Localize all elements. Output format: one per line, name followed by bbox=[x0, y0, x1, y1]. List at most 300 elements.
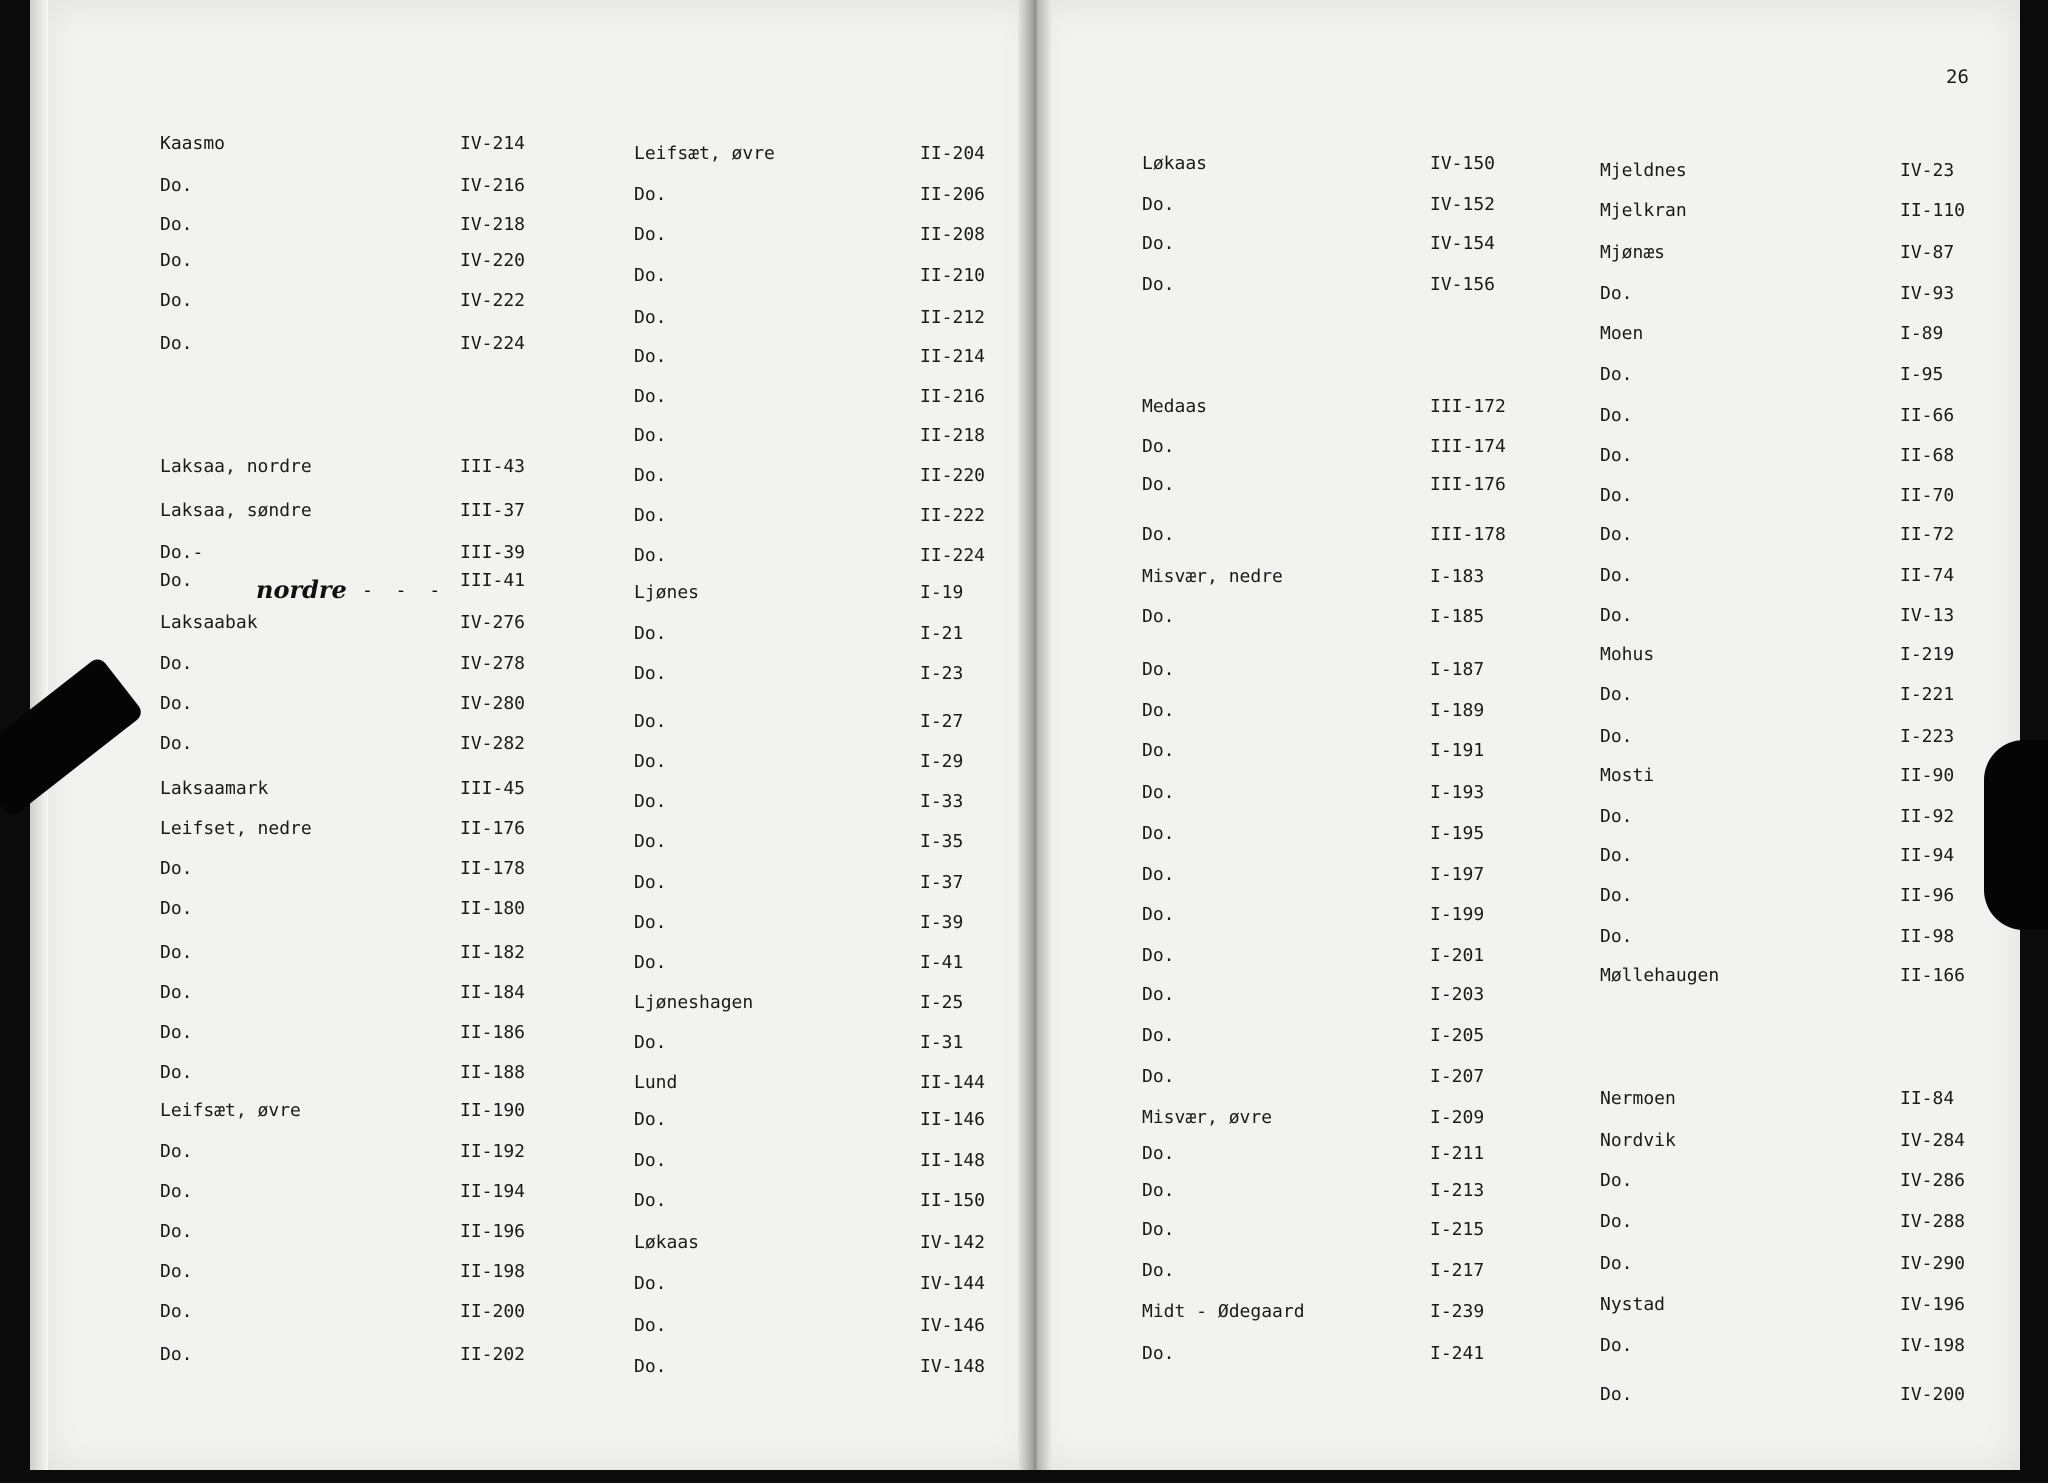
entry-name: Do. bbox=[1600, 1335, 1633, 1356]
entry-name: Mosti bbox=[1600, 765, 1655, 786]
entry-name: Do. bbox=[1600, 485, 1633, 506]
index-entry bbox=[634, 423, 1010, 449]
index-entry bbox=[160, 1020, 550, 1046]
entry-name: Do. bbox=[160, 1141, 193, 1162]
entry-reference: III-37 bbox=[460, 500, 526, 521]
entry-name: Do. bbox=[1142, 864, 1175, 885]
entry-name: Do. bbox=[160, 858, 193, 879]
entry-name: Leifset, nedre bbox=[160, 818, 312, 839]
entry-name: Do. bbox=[1600, 445, 1633, 466]
entry-name: Do. bbox=[634, 465, 667, 486]
index-entry bbox=[634, 580, 1010, 606]
index-entry bbox=[1600, 522, 1990, 548]
entry-reference: II-94 bbox=[1900, 845, 1955, 866]
index-entry bbox=[160, 173, 550, 199]
entry-name: Do. bbox=[634, 545, 667, 566]
index-entry bbox=[1142, 192, 1520, 218]
entry-reference: III-178 bbox=[1430, 524, 1506, 545]
index-entry bbox=[634, 503, 1010, 529]
entry-name: Do. bbox=[1142, 233, 1175, 254]
index-entry bbox=[1142, 604, 1520, 630]
index-entry bbox=[160, 498, 550, 524]
entry-reference: I-207 bbox=[1430, 1066, 1485, 1087]
entry-reference: II-92 bbox=[1900, 806, 1955, 827]
entry-name: Laksaa, nordre bbox=[160, 456, 312, 477]
entry-name: Do. bbox=[1142, 1143, 1175, 1164]
entry-name: Do. bbox=[1142, 1180, 1175, 1201]
index-entry bbox=[160, 568, 550, 594]
entry-name: Do. bbox=[1600, 1211, 1633, 1232]
entry-reference: II-144 bbox=[920, 1072, 986, 1093]
index-entry bbox=[160, 940, 550, 966]
entry-reference: I-195 bbox=[1430, 823, 1485, 844]
index-entry bbox=[160, 731, 550, 757]
index-entry bbox=[634, 1313, 1010, 1339]
page-number: 26 bbox=[1946, 66, 1969, 88]
entry-reference: III-39 bbox=[460, 542, 526, 563]
entry-name: Do. bbox=[160, 693, 193, 714]
entry-reference: I-205 bbox=[1430, 1025, 1485, 1046]
index-entry bbox=[160, 896, 550, 922]
entry-reference: I-41 bbox=[920, 952, 964, 973]
entry-name: Ljønes bbox=[634, 582, 700, 603]
entry-name: Do. bbox=[1142, 274, 1175, 295]
entry-reference: II-90 bbox=[1900, 765, 1955, 786]
index-entry bbox=[160, 288, 550, 314]
entry-reference: I-29 bbox=[920, 751, 964, 772]
index-entry bbox=[634, 1030, 1010, 1056]
index-entry bbox=[1600, 1251, 1990, 1277]
entry-reference: IV-288 bbox=[1900, 1211, 1966, 1232]
entry-name: Do. bbox=[160, 1221, 193, 1242]
entry-name: Do. bbox=[1142, 1066, 1175, 1087]
entry-reference: II-186 bbox=[460, 1022, 526, 1043]
entry-reference: IV-278 bbox=[460, 653, 526, 674]
entry-reference: I-213 bbox=[1430, 1180, 1485, 1201]
entry-reference: I-183 bbox=[1430, 566, 1485, 587]
entry-reference: II-70 bbox=[1900, 485, 1955, 506]
entry-name: Løkaas bbox=[634, 1232, 700, 1253]
index-entry bbox=[1142, 231, 1520, 257]
index-entry bbox=[634, 870, 1010, 896]
entry-name: Do. bbox=[160, 982, 193, 1003]
entry-name: Do. bbox=[634, 751, 667, 772]
entry-reference: II-202 bbox=[460, 1344, 526, 1365]
entry-reference: I-219 bbox=[1900, 644, 1955, 665]
index-entry bbox=[634, 222, 1010, 248]
index-entry bbox=[1142, 780, 1520, 806]
index-entry bbox=[1142, 564, 1520, 590]
entry-reference: IV-196 bbox=[1900, 1294, 1966, 1315]
index-entry bbox=[1142, 1217, 1520, 1243]
entry-name: Do. bbox=[1142, 700, 1175, 721]
entry-reference: I-95 bbox=[1900, 364, 1944, 385]
entry-reference: III-174 bbox=[1430, 436, 1506, 457]
entry-reference: IV-150 bbox=[1430, 153, 1496, 174]
index-entry bbox=[1600, 924, 1990, 950]
entry-reference: IV-198 bbox=[1900, 1335, 1966, 1356]
entry-reference: II-182 bbox=[460, 942, 526, 963]
index-entry bbox=[634, 463, 1010, 489]
index-entry bbox=[634, 749, 1010, 775]
index-entry bbox=[634, 910, 1010, 936]
entry-reference: II-190 bbox=[460, 1100, 526, 1121]
entry-name: Do. bbox=[160, 1301, 193, 1322]
entry-name: Do. bbox=[160, 250, 193, 271]
entry-reference: IV-276 bbox=[460, 612, 526, 633]
index-entry bbox=[1600, 804, 1990, 830]
entry-reference: I-197 bbox=[1430, 864, 1485, 885]
entry-name: Do. bbox=[634, 912, 667, 933]
entry-reference: II-176 bbox=[460, 818, 526, 839]
index-entry bbox=[160, 1299, 550, 1325]
entry-name: Do. bbox=[1600, 405, 1633, 426]
entry-reference: II-188 bbox=[460, 1062, 526, 1083]
entry-name: Do. bbox=[634, 623, 667, 644]
index-entry bbox=[1142, 1064, 1520, 1090]
entry-name: Do. bbox=[634, 1109, 667, 1130]
entry-reference: II-166 bbox=[1900, 965, 1966, 986]
index-entry bbox=[634, 709, 1010, 735]
annotation-dashes: - - - bbox=[362, 580, 447, 601]
entry-reference: II-216 bbox=[920, 386, 986, 407]
index-entry bbox=[1600, 1128, 1990, 1154]
entry-name: Nermoen bbox=[1600, 1088, 1676, 1109]
entry-name: Do. bbox=[1142, 194, 1175, 215]
entry-name: Laksaamark bbox=[160, 778, 269, 799]
entry-name: Do. bbox=[1600, 565, 1633, 586]
index-entry bbox=[1142, 657, 1520, 683]
index-entry bbox=[160, 1219, 550, 1245]
index-entry bbox=[1600, 724, 1990, 750]
entry-name: Leifsæt, øvre bbox=[634, 143, 775, 164]
entry-reference: II-84 bbox=[1900, 1088, 1955, 1109]
entry-name: Do. bbox=[1600, 885, 1633, 906]
entry-name: Do. bbox=[634, 711, 667, 732]
index-entry bbox=[1600, 240, 1990, 266]
entry-reference: II-98 bbox=[1900, 926, 1955, 947]
index-entry bbox=[160, 1259, 550, 1285]
index-entry bbox=[634, 1354, 1010, 1380]
index-entry bbox=[1142, 522, 1520, 548]
entry-name: Leifsæt, øvre bbox=[160, 1100, 301, 1121]
entry-name: Do. bbox=[1142, 1219, 1175, 1240]
entry-reference: II-68 bbox=[1900, 445, 1955, 466]
entry-reference: IV-284 bbox=[1900, 1130, 1966, 1151]
entry-reference: II-96 bbox=[1900, 885, 1955, 906]
entry-reference: IV-23 bbox=[1900, 160, 1955, 181]
index-entry bbox=[634, 621, 1010, 647]
index-entry bbox=[1142, 394, 1520, 420]
entry-name: Midt - Ødegaard bbox=[1142, 1301, 1305, 1322]
index-entry bbox=[1600, 1209, 1990, 1235]
entry-name: Do. bbox=[160, 290, 193, 311]
entry-name: Do. bbox=[634, 1150, 667, 1171]
book-gutter bbox=[1018, 0, 1052, 1470]
index-entry bbox=[1600, 1333, 1990, 1359]
entry-name: Laksaabak bbox=[160, 612, 258, 633]
entry-name: Do. bbox=[160, 333, 193, 354]
entry-reference: IV-13 bbox=[1900, 605, 1955, 626]
index-entry bbox=[1600, 763, 1990, 789]
entry-name: Do. bbox=[1142, 945, 1175, 966]
entry-reference: II-110 bbox=[1900, 200, 1966, 221]
index-entry bbox=[634, 1188, 1010, 1214]
entry-name: Do. bbox=[1600, 845, 1633, 866]
entry-name: Do. bbox=[1142, 740, 1175, 761]
index-entry bbox=[634, 789, 1010, 815]
entry-reference: I-241 bbox=[1430, 1343, 1485, 1364]
entry-reference: I-33 bbox=[920, 791, 964, 812]
entry-reference: IV-87 bbox=[1900, 242, 1955, 263]
index-entry bbox=[1142, 698, 1520, 724]
entry-reference: IV-142 bbox=[920, 1232, 986, 1253]
entry-name: Do. bbox=[1600, 926, 1633, 947]
index-entry bbox=[1600, 1168, 1990, 1194]
index-entry bbox=[634, 384, 1010, 410]
index-entry bbox=[1142, 738, 1520, 764]
index-entry bbox=[1600, 483, 1990, 509]
handwritten-annotation: nordre bbox=[256, 575, 347, 604]
entry-name: Mjønæs bbox=[1600, 242, 1666, 263]
entry-reference: III-172 bbox=[1430, 396, 1506, 417]
entry-name: Do. bbox=[634, 952, 667, 973]
entry-reference: I-21 bbox=[920, 623, 964, 644]
entry-reference: II-66 bbox=[1900, 405, 1955, 426]
entry-name: Do. bbox=[1142, 1025, 1175, 1046]
entry-name: Do. bbox=[634, 505, 667, 526]
index-entry bbox=[634, 661, 1010, 687]
index-entry bbox=[1142, 821, 1520, 847]
entry-reference: IV-282 bbox=[460, 733, 526, 754]
entry-reference: II-224 bbox=[920, 545, 986, 566]
entry-reference: IV-220 bbox=[460, 250, 526, 271]
index-entry bbox=[160, 1179, 550, 1205]
entry-name: Do. bbox=[1600, 684, 1633, 705]
entry-reference: I-39 bbox=[920, 912, 964, 933]
index-entry bbox=[160, 1098, 550, 1124]
entry-reference: I-187 bbox=[1430, 659, 1485, 680]
entry-reference: I-193 bbox=[1430, 782, 1485, 803]
index-entry bbox=[634, 829, 1010, 855]
index-entry bbox=[1142, 1341, 1520, 1367]
entry-reference: II-206 bbox=[920, 184, 986, 205]
index-entry bbox=[160, 131, 550, 157]
index-entry bbox=[1600, 321, 1990, 347]
index-entry bbox=[160, 610, 550, 636]
entry-reference: IV-148 bbox=[920, 1356, 986, 1377]
index-entry bbox=[1600, 1382, 1990, 1408]
entry-reference: III-45 bbox=[460, 778, 526, 799]
entry-reference: II-210 bbox=[920, 265, 986, 286]
entry-reference: I-223 bbox=[1900, 726, 1955, 747]
entry-name: Do. bbox=[634, 265, 667, 286]
index-entry bbox=[1600, 642, 1990, 668]
index-entry bbox=[1600, 883, 1990, 909]
entry-name: Do. bbox=[160, 653, 193, 674]
entry-name: Do. bbox=[160, 1062, 193, 1083]
entry-reference: IV-218 bbox=[460, 214, 526, 235]
index-entry bbox=[1142, 982, 1520, 1008]
index-entry bbox=[634, 1271, 1010, 1297]
entry-reference: I-191 bbox=[1430, 740, 1485, 761]
entry-name: Do. bbox=[1600, 1170, 1633, 1191]
entry-name: Do. bbox=[1142, 782, 1175, 803]
entry-name: Do. bbox=[160, 1261, 193, 1282]
entry-reference: II-74 bbox=[1900, 565, 1955, 586]
entry-name: Do. bbox=[1142, 436, 1175, 457]
entry-name: Moen bbox=[1600, 323, 1644, 344]
entry-reference: I-37 bbox=[920, 872, 964, 893]
entry-reference: I-203 bbox=[1430, 984, 1485, 1005]
index-entry bbox=[1142, 902, 1520, 928]
entry-reference: I-189 bbox=[1430, 700, 1485, 721]
entry-name: Do. bbox=[634, 831, 667, 852]
index-entry bbox=[1600, 963, 1990, 989]
entry-name: Nystad bbox=[1600, 1294, 1666, 1315]
entry-reference: IV-280 bbox=[460, 693, 526, 714]
entry-name: Do. bbox=[634, 1190, 667, 1211]
entry-reference: IV-154 bbox=[1430, 233, 1496, 254]
index-entry bbox=[160, 816, 550, 842]
index-entry bbox=[1600, 682, 1990, 708]
entry-name: Do. bbox=[634, 224, 667, 245]
entry-name: Do. bbox=[1142, 1343, 1175, 1364]
entry-reference: II-148 bbox=[920, 1150, 986, 1171]
entry-name: Do. bbox=[634, 791, 667, 812]
entry-reference: II-222 bbox=[920, 505, 986, 526]
index-entry bbox=[160, 776, 550, 802]
entry-name: Do.- bbox=[160, 542, 204, 563]
entry-reference: II-72 bbox=[1900, 524, 1955, 545]
entry-reference: II-198 bbox=[460, 1261, 526, 1282]
entry-reference: I-221 bbox=[1900, 684, 1955, 705]
entry-reference: IV-290 bbox=[1900, 1253, 1966, 1274]
entry-reference: II-194 bbox=[460, 1181, 526, 1202]
index-entry bbox=[1600, 603, 1990, 629]
entry-name: Do. bbox=[634, 425, 667, 446]
index-entry bbox=[1600, 843, 1990, 869]
entry-reference: IV-216 bbox=[460, 175, 526, 196]
entry-reference: I-215 bbox=[1430, 1219, 1485, 1240]
entry-name: Kaasmo bbox=[160, 133, 226, 154]
binder-clip-right bbox=[1984, 740, 2048, 930]
entry-reference: I-199 bbox=[1430, 904, 1485, 925]
index-entry bbox=[160, 331, 550, 357]
entry-reference: I-209 bbox=[1430, 1107, 1485, 1128]
entry-name: Do. bbox=[160, 1022, 193, 1043]
entry-name: Lund bbox=[634, 1072, 678, 1093]
entry-name: Do. bbox=[160, 570, 193, 591]
index-entry bbox=[634, 1107, 1010, 1133]
entry-reference: II-218 bbox=[920, 425, 986, 446]
index-entry bbox=[1142, 943, 1520, 969]
entry-reference: II-212 bbox=[920, 307, 986, 328]
index-entry bbox=[160, 980, 550, 1006]
index-entry bbox=[1142, 1178, 1520, 1204]
entry-name: Do. bbox=[634, 346, 667, 367]
entry-name: Do. bbox=[634, 1032, 667, 1053]
entry-reference: II-192 bbox=[460, 1141, 526, 1162]
entry-name: Do. bbox=[1142, 606, 1175, 627]
entry-reference: IV-200 bbox=[1900, 1384, 1966, 1405]
entry-reference: I-27 bbox=[920, 711, 964, 732]
entry-name: Do. bbox=[634, 386, 667, 407]
index-entry bbox=[1142, 1141, 1520, 1167]
entry-reference: II-150 bbox=[920, 1190, 986, 1211]
entry-reference: IV-152 bbox=[1430, 194, 1496, 215]
entry-name: Misvær, øvre bbox=[1142, 1107, 1273, 1128]
entry-reference: I-185 bbox=[1430, 606, 1485, 627]
entry-name: Do. bbox=[634, 872, 667, 893]
index-entry bbox=[160, 540, 550, 566]
entry-name: Do. bbox=[1600, 283, 1633, 304]
entry-name: Do. bbox=[1600, 524, 1633, 545]
entry-reference: I-25 bbox=[920, 992, 964, 1013]
index-entry bbox=[1142, 472, 1520, 498]
entry-reference: I-31 bbox=[920, 1032, 964, 1053]
entry-reference: II-208 bbox=[920, 224, 986, 245]
entry-reference: I-23 bbox=[920, 663, 964, 684]
index-entry bbox=[1600, 1292, 1990, 1318]
entry-reference: I-89 bbox=[1900, 323, 1944, 344]
entry-name: Do. bbox=[160, 733, 193, 754]
index-entry bbox=[160, 1342, 550, 1368]
entry-reference: III-43 bbox=[460, 456, 526, 477]
entry-name: Do. bbox=[634, 663, 667, 684]
entry-name: Laksaa, søndre bbox=[160, 500, 312, 521]
index-entry bbox=[1142, 1299, 1520, 1325]
index-entry bbox=[1142, 862, 1520, 888]
index-entry bbox=[634, 305, 1010, 331]
entry-reference: II-200 bbox=[460, 1301, 526, 1322]
entry-name: Do. bbox=[160, 1344, 193, 1365]
entry-name: Do. bbox=[1600, 605, 1633, 626]
entry-name: Do. bbox=[634, 1273, 667, 1294]
entry-name: Do. bbox=[160, 942, 193, 963]
entry-reference: IV-93 bbox=[1900, 283, 1955, 304]
index-entry bbox=[160, 856, 550, 882]
index-entry bbox=[634, 990, 1010, 1016]
entry-name: Møllehaugen bbox=[1600, 965, 1720, 986]
index-entry bbox=[1600, 198, 1990, 224]
entry-name: Mohus bbox=[1600, 644, 1655, 665]
index-entry bbox=[1142, 1105, 1520, 1131]
entry-name: Do. bbox=[1142, 659, 1175, 680]
entry-reference: II-196 bbox=[460, 1221, 526, 1242]
entry-reference: I-19 bbox=[920, 582, 964, 603]
entry-name: Do. bbox=[160, 898, 193, 919]
entry-reference: III-41 bbox=[460, 570, 526, 591]
index-entry bbox=[1600, 1086, 1990, 1112]
index-entry bbox=[1600, 443, 1990, 469]
entry-reference: I-211 bbox=[1430, 1143, 1485, 1164]
entry-name: Ljøneshagen bbox=[634, 992, 754, 1013]
index-entry bbox=[1600, 362, 1990, 388]
index-entry bbox=[160, 1060, 550, 1086]
entry-reference: II-214 bbox=[920, 346, 986, 367]
entry-name: Nordvik bbox=[1600, 1130, 1676, 1151]
index-entry bbox=[634, 1070, 1010, 1096]
entry-reference: II-184 bbox=[460, 982, 526, 1003]
index-entry bbox=[1142, 434, 1520, 460]
index-entry bbox=[634, 141, 1010, 167]
entry-name: Do. bbox=[1142, 524, 1175, 545]
index-entry bbox=[1142, 151, 1520, 177]
entry-reference: IV-146 bbox=[920, 1315, 986, 1336]
entry-name: Mjelkran bbox=[1600, 200, 1687, 221]
index-entry bbox=[160, 212, 550, 238]
